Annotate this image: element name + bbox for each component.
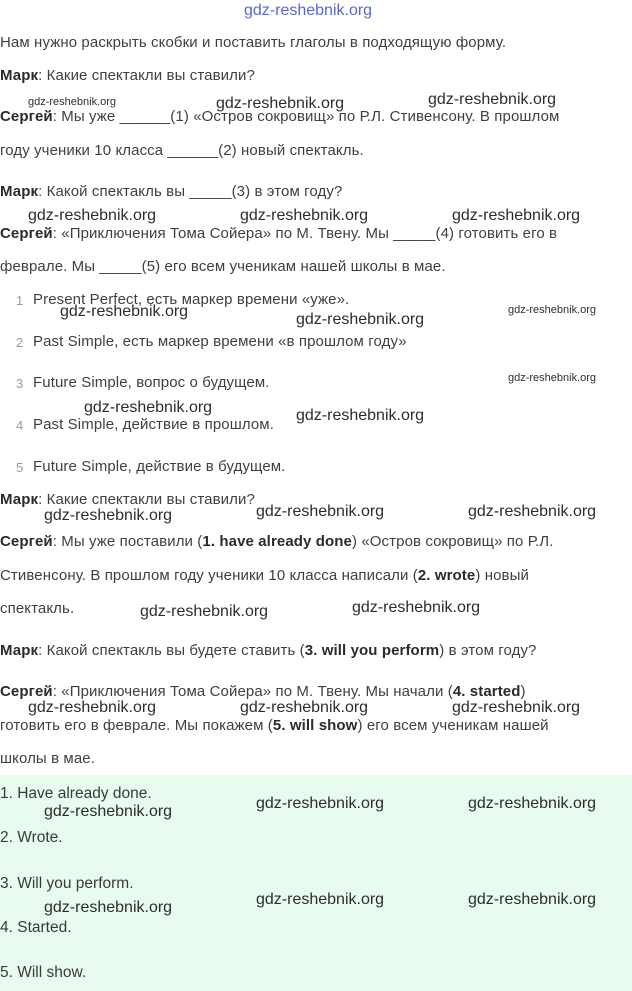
speaker-name: Сергей (0, 533, 53, 550)
answer-highlight: 5. will show (272, 717, 358, 734)
answer-item: 3. Will you perform. (0, 875, 134, 892)
watermark: gdz-reshebnik.org (468, 795, 597, 812)
dialogue-text: ) новый (475, 567, 529, 584)
explanation-number: 3 (16, 376, 24, 391)
watermark: gdz-reshebnik.org (468, 503, 597, 520)
watermark: gdz-reshebnik.org (60, 303, 189, 320)
speaker-name: Марк (0, 183, 39, 200)
explanation-item: Past Simple, есть маркер времени «в прошлом году» (33, 333, 407, 350)
watermark: gdz-reshebnik.org (352, 599, 481, 616)
solution-mark-line-2 (0, 642, 537, 659)
dialogue-text: ) в этом году? (439, 642, 537, 659)
answer-item: 5. Will show. (0, 964, 87, 981)
answer-item: 4. Started. (0, 919, 72, 936)
watermark: gdz-reshebnik.org (296, 407, 425, 424)
speaker-name: Сергей (0, 108, 53, 125)
dialogue-text: : Какой спектакль вы _____(3) в этом году? (38, 183, 343, 200)
explanation-number: 5 (16, 460, 24, 475)
dialogue-text: : «Приключения Тома Сойера» по М. Твену. Мы _____(4) готовить его в (52, 225, 558, 242)
explanation-item: Future Simple, действие в будущем. (33, 458, 286, 475)
answer-highlight: 2. wrote (417, 567, 476, 584)
site-watermark: gdz-reshebnik.org (244, 2, 373, 19)
watermark: gdz-reshebnik.org (452, 207, 581, 224)
watermark: gdz-reshebnik.org (428, 91, 557, 108)
dialogue-text: : Мы уже поставили ( (52, 533, 203, 550)
explanation-item: Present Perfect, есть маркер времени «уже». (33, 291, 350, 308)
speaker-name: Марк (0, 491, 39, 508)
watermark: gdz-reshebnik.org (508, 372, 597, 384)
watermark: gdz-reshebnik.org (256, 795, 385, 812)
watermark: gdz-reshebnik.org (508, 304, 597, 316)
task-sergey-line-2 (0, 225, 557, 242)
watermark: gdz-reshebnik.org (452, 699, 581, 716)
watermark: gdz-reshebnik.org (44, 899, 173, 916)
answer-item: 2. Wrote. (0, 829, 63, 846)
dialogue-text: : Какие спектакли вы ставили? (38, 491, 255, 508)
explanation-item: Past Simple, действие в прошлом. (33, 416, 274, 433)
dialogue-text: ) «Остров сокровищ» по Р.Л. (351, 533, 554, 550)
watermark: gdz-reshebnik.org (296, 311, 425, 328)
dialogue-text: ) (520, 683, 526, 700)
watermark: gdz-reshebnik.org (44, 803, 173, 820)
watermark: gdz-reshebnik.org (28, 699, 157, 716)
answer-highlight: 4. started (452, 683, 521, 700)
solution-mark-line-1 (0, 491, 255, 508)
explanation-number: 4 (16, 418, 24, 433)
answer-highlight: 1. have already done (202, 533, 352, 550)
dialogue-text: Стивенсону. В прошлом году ученики 10 класса написали ( (0, 567, 418, 584)
watermark: gdz-reshebnik.org (240, 699, 369, 716)
dialogue-text: : «Приключения Тома Сойера» по М. Твену. Мы начали ( (52, 683, 453, 700)
watermark: gdz-reshebnik.org (28, 96, 117, 108)
answer-item: 1. Have already done. (0, 785, 152, 802)
watermark: gdz-reshebnik.org (84, 399, 213, 416)
watermark: gdz-reshebnik.org (256, 503, 385, 520)
watermark: gdz-reshebnik.org (240, 207, 369, 224)
solution-sergey-line-2-cont (0, 717, 549, 734)
explanation-item: Future Simple, вопрос о будущем. (33, 374, 270, 391)
speaker-name: Марк (0, 642, 39, 659)
solution-sergey-line-2-end: школы в мае. (0, 750, 95, 767)
watermark: gdz-reshebnik.org (468, 891, 597, 908)
speaker-name: Сергей (0, 683, 53, 700)
task-mark-line-1 (0, 67, 255, 84)
dialogue-text: ) его всем ученикам нашей (357, 717, 549, 734)
watermark: gdz-reshebnik.org (216, 95, 345, 112)
solution-sergey-line-1-cont (0, 567, 529, 584)
task-sergey-line-2-cont: феврале. Мы _____(5) его всем ученикам нашей школы в мае. (0, 258, 446, 275)
task-mark-line-2 (0, 183, 342, 200)
watermark: gdz-reshebnik.org (140, 603, 269, 620)
watermark: gdz-reshebnik.org (44, 507, 173, 524)
speaker-name: Марк (0, 67, 39, 84)
watermark: gdz-reshebnik.org (28, 207, 157, 224)
solution-sergey-line-2 (0, 683, 526, 700)
dialogue-text: готовить его в феврале. Мы покажем ( (0, 717, 273, 734)
watermark: gdz-reshebnik.org (256, 891, 385, 908)
explanation-number: 2 (16, 335, 24, 350)
solution-sergey-line-1 (0, 533, 554, 550)
dialogue-text: : Какие спектакли вы ставили? (38, 67, 255, 84)
speaker-name: Сергей (0, 225, 53, 242)
task-sergey-line-1-cont: году ученики 10 класса ______(2) новый спектакль. (0, 142, 364, 159)
intro-text: Нам нужно раскрыть скобки и поставить глаголы в подходящую форму. (0, 34, 507, 51)
dialogue-text: : Какой спектакль вы будете ставить ( (38, 642, 305, 659)
explanation-number: 1 (16, 293, 24, 308)
answer-highlight: 3. will you perform (304, 642, 440, 659)
solution-sergey-line-1-end: спектакль. (0, 600, 75, 617)
dialogue-text: : Мы уже ______(1) «Остров сокровищ» по Р.Л. Стивенсону. В прошлом (52, 108, 560, 125)
